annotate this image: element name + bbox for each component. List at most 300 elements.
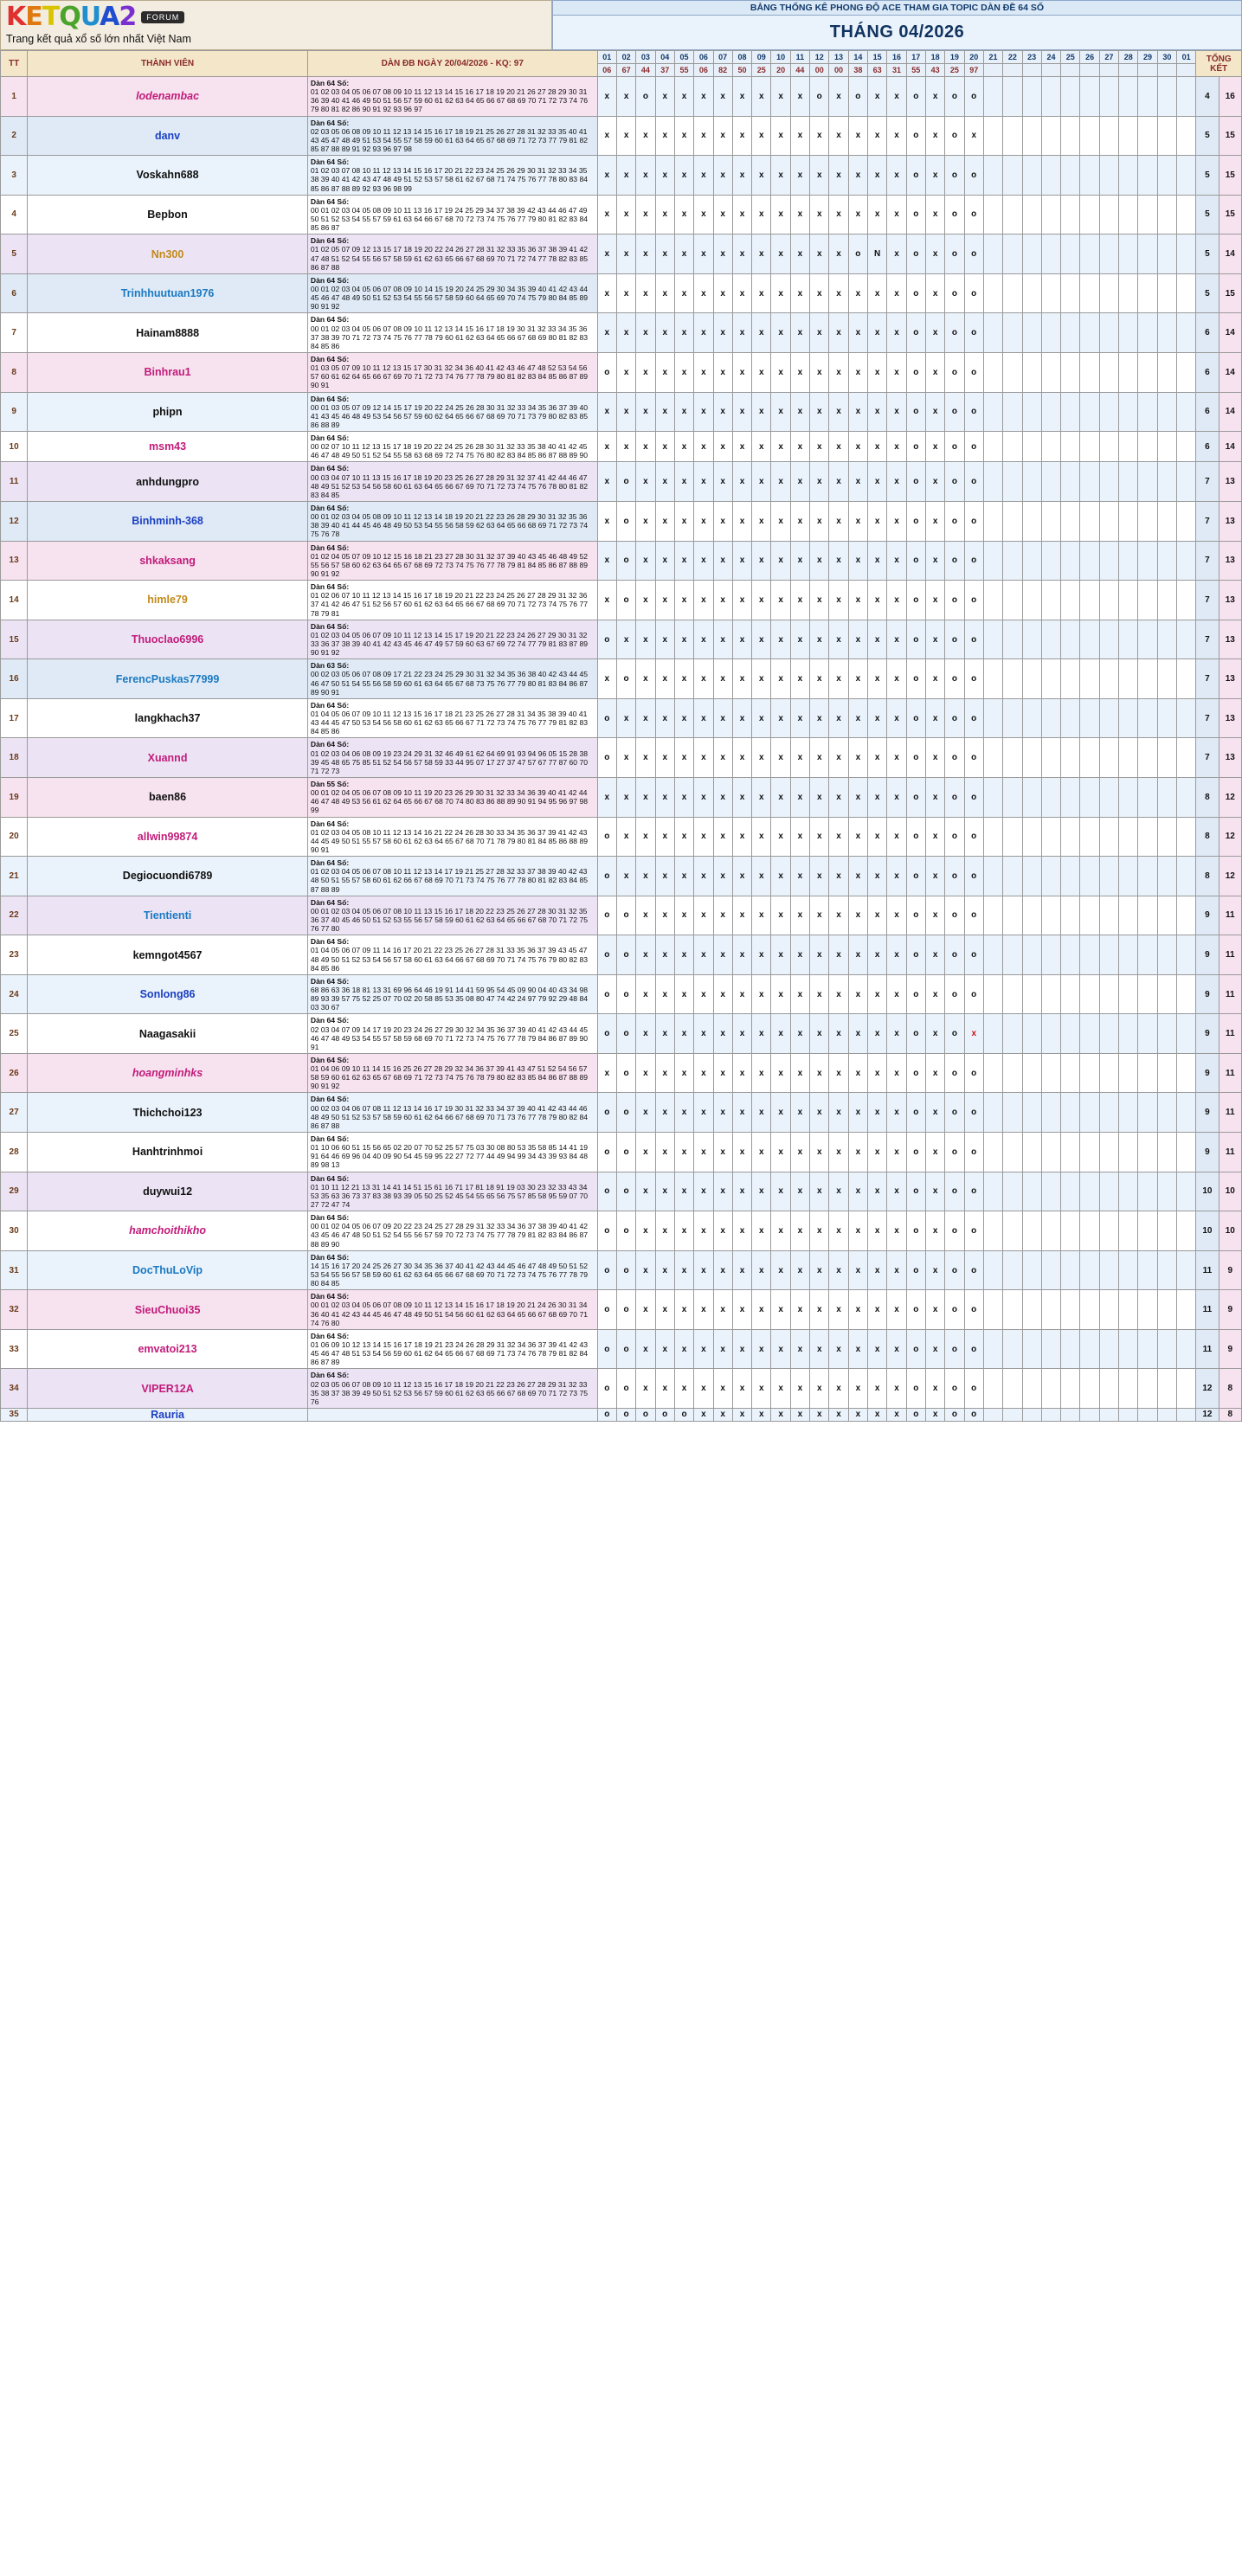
result-cell [1080,698,1099,738]
result-cell: x [713,1211,732,1251]
member-name[interactable]: hamchoithikho [28,1211,308,1251]
result-cell: x [829,896,848,935]
result-cell: x [752,620,771,659]
result-cell [1099,1133,1118,1172]
member-name[interactable]: Trinhhuutuan1976 [28,273,308,313]
member-name[interactable]: FerencPuskas77999 [28,659,308,699]
result-cell: o [906,738,925,778]
table-row [1,935,1242,975]
total-hit: 11 [1219,1093,1241,1133]
table-row [1,541,1242,581]
result-cell [1022,738,1041,778]
result-cell: x [752,462,771,502]
result-cell: x [694,1172,713,1211]
result-cell [1099,1408,1118,1421]
result-cell: x [694,273,713,313]
result-cell [1041,234,1060,274]
result-cell: x [732,1053,751,1093]
result-cell [1061,234,1080,274]
result-cell: x [868,935,887,975]
member-name[interactable]: msm43 [28,432,308,462]
result-cell: x [829,77,848,117]
result-cell: x [810,502,829,542]
result-cell: o [597,1211,616,1251]
result-cell: x [636,1053,655,1093]
result-cell: o [945,116,964,156]
member-name[interactable]: Nn300 [28,234,308,274]
member-name[interactable]: Voskahn688 [28,156,308,196]
result-cell: o [964,273,983,313]
member-name[interactable]: shkaksang [28,541,308,581]
result-cell: x [674,1369,693,1409]
result-cell [983,432,1002,462]
result-cell [1022,974,1041,1014]
result-cell [1080,620,1099,659]
result-cell [1041,116,1060,156]
result-cell [1138,698,1157,738]
result-cell: x [655,1290,674,1330]
result-cell [1041,857,1060,896]
col-result-22 [1003,64,1022,77]
dan-label: Dàn 64 Số: [310,1331,350,1340]
col-result-13: 00 [829,64,848,77]
col-result-1: 06 [597,64,616,77]
result-cell: x [752,1093,771,1133]
result-cell [1080,502,1099,542]
row-index: 6 [1,273,28,313]
result-cell: x [790,77,809,117]
table-row [1,352,1242,392]
member-name[interactable]: anhdungpro [28,462,308,502]
result-cell: x [694,1408,713,1421]
result-cell [1177,698,1196,738]
member-name[interactable]: phipn [28,392,308,432]
table-row [1,1053,1242,1093]
result-cell [1022,581,1041,620]
result-cell: x [655,462,674,502]
result-cell [1041,620,1060,659]
member-name[interactable]: himle79 [28,581,308,620]
result-cell: o [906,156,925,196]
member-name[interactable]: Thichchoi123 [28,1093,308,1133]
result-cell: x [925,698,944,738]
result-cell: x [713,1172,732,1211]
result-cell [1061,352,1080,392]
result-cell: x [810,817,829,857]
result-cell: x [694,1369,713,1409]
result-cell [1041,1211,1060,1251]
result-cell [1041,195,1060,234]
result-cell: x [694,817,713,857]
table-row [1,974,1242,1014]
result-cell: x [829,581,848,620]
row-index: 8 [1,352,28,392]
result-cell [1099,698,1118,738]
result-cell: x [636,1172,655,1211]
row-index: 17 [1,698,28,738]
result-cell: o [597,1408,616,1421]
member-name[interactable]: duywui12 [28,1172,308,1211]
result-cell: x [790,195,809,234]
dan-list: 01 02 03 04 05 06 07 08 10 11 12 13 14 17 19 21 25 27 28 32 33 37 38 39 40 42 43 48 50 51 55 57 58 60 61 62 66 67 68 69 70 71 73 74 75 76 77 78 80 81 82 83 84 85 87 88 89 [310,867,589,894]
result-cell: o [945,1172,964,1211]
col-dan: DÀN ĐB NGÀY 20/04/2026 - KQ: 97 [307,51,597,77]
dan-label: Dàn 64 Số: [310,275,350,285]
member-name[interactable]: Degiocuondi6789 [28,857,308,896]
result-cell: x [694,1290,713,1330]
result-cell: x [848,462,867,502]
result-cell: x [636,462,655,502]
result-cell: x [655,234,674,274]
result-cell: x [848,620,867,659]
result-cell: o [964,1369,983,1409]
result-cell: o [964,817,983,857]
dan-numbers [307,1408,597,1421]
result-cell [1138,541,1157,581]
member-name[interactable]: Thuoclao6996 [28,620,308,659]
dan-list: 01 10 11 12 21 13 31 14 41 14 51 15 61 16 71 17 81 18 91 19 03 30 23 32 33 43 34 53 35 63 36 73 37 83 38 93 39 05 50 25 52 45 54 55 65 56 75 57 85 58 95 59 07 70 27 72 47 74 [310,1182,589,1210]
member-name[interactable]: Tientienti [28,896,308,935]
result-cell: x [925,392,944,432]
result-cell: x [674,777,693,817]
result-cell: o [945,1133,964,1172]
result-cell [1099,462,1118,502]
result-cell: o [597,1093,616,1133]
result-cell [1080,116,1099,156]
result-cell [1157,857,1176,896]
result-cell [1061,1133,1080,1172]
result-cell: x [732,1290,751,1330]
result-cell: x [771,234,790,274]
result-cell [1022,352,1041,392]
dan-label: Dàn 63 Số: [310,661,350,671]
member-name[interactable]: DocThuLoVip [28,1250,308,1290]
result-cell [1157,1369,1176,1409]
result-cell [1041,1329,1060,1369]
result-cell: x [810,1133,829,1172]
dan-list: 01 03 05 07 09 10 11 12 13 15 17 30 31 32 34 36 40 41 42 43 46 47 48 52 53 54 56 57 60 61 62 64 65 66 67 69 70 71 72 73 74 76 77 78 79 80 81 82 83 84 85 86 87 89 90 91 [310,363,589,390]
member-name[interactable]: emvatoi213 [28,1329,308,1369]
dan-numbers [307,738,597,778]
result-cell: x [771,777,790,817]
result-cell: x [636,195,655,234]
result-cell [1099,234,1118,274]
result-cell: x [848,502,867,542]
result-cell [1138,1290,1157,1330]
result-cell [1157,234,1176,274]
banner-subtitle: BẢNG THỐNG KÊ PHONG ĐỘ ACE THAM GIA TOPIC DÀN ĐỀ 64 SỐ [553,1,1241,16]
result-cell [1119,195,1138,234]
result-cell: x [655,738,674,778]
result-cell: o [906,1211,925,1251]
result-cell: o [945,698,964,738]
site-logo[interactable]: KETQUA2 [6,2,137,32]
result-cell [1080,738,1099,778]
result-cell: x [597,502,616,542]
result-cell: o [597,896,616,935]
result-cell [1022,1408,1041,1421]
result-cell: o [906,1290,925,1330]
result-cell: x [694,502,713,542]
total-miss: 7 [1196,738,1219,778]
member-name[interactable]: Binhminh-368 [28,502,308,542]
result-cell: o [945,1250,964,1290]
result-cell: x [674,738,693,778]
result-cell: o [597,1369,616,1409]
total-miss: 6 [1196,392,1219,432]
result-cell: o [964,77,983,117]
result-cell: x [752,581,771,620]
result-cell [1138,974,1157,1014]
member-name[interactable]: Rauria [28,1408,308,1421]
dan-list: 01 04 05 06 07 09 11 14 16 17 20 21 22 23 25 26 27 28 31 33 35 36 37 39 43 45 47 48 49 50 51 52 53 54 56 57 58 60 61 63 64 66 67 68 69 70 71 74 75 76 79 80 82 83 84 85 86 [310,946,589,973]
result-cell: x [674,659,693,699]
result-cell [1041,777,1060,817]
result-cell: x [790,698,809,738]
result-cell [1157,1133,1176,1172]
col-result-11: 44 [790,64,809,77]
result-cell: x [636,698,655,738]
result-cell: x [674,1172,693,1211]
result-cell: x [964,116,983,156]
result-cell: o [616,1250,635,1290]
total-miss: 9 [1196,1133,1219,1172]
result-cell: o [597,1133,616,1172]
result-cell: x [829,1133,848,1172]
col-result-14: 38 [848,64,867,77]
result-cell: x [694,698,713,738]
result-cell: x [674,273,693,313]
col-result-18: 43 [925,64,944,77]
result-cell: o [945,392,964,432]
col-day-20: 20 [964,51,983,64]
result-cell [1022,195,1041,234]
member-name[interactable]: hoangminhks [28,1053,308,1093]
result-cell [1003,273,1022,313]
result-cell [1003,659,1022,699]
result-cell [1119,620,1138,659]
result-cell: x [829,1250,848,1290]
result-cell [1138,777,1157,817]
total-hit: 11 [1219,1053,1241,1093]
row-index: 1 [1,77,28,117]
result-cell [1080,1329,1099,1369]
member-name[interactable]: VIPER12A [28,1369,308,1409]
result-cell: x [655,195,674,234]
result-cell: x [713,1093,732,1133]
total-hit: 13 [1219,541,1241,581]
result-cell: x [694,234,713,274]
result-cell [1003,234,1022,274]
member-name[interactable]: Binhrau1 [28,352,308,392]
result-cell: x [868,352,887,392]
table-row [1,1250,1242,1290]
member-name[interactable]: langkhach37 [28,698,308,738]
result-cell [1061,738,1080,778]
dan-numbers [307,502,597,542]
member-name[interactable]: Hanhtrinhmoi [28,1133,308,1172]
result-cell: x [636,1093,655,1133]
col-day-30: 30 [1157,51,1176,64]
result-cell: o [906,1369,925,1409]
result-cell [1119,1133,1138,1172]
result-cell: x [810,935,829,975]
row-index: 10 [1,432,28,462]
result-cell [1022,156,1041,196]
member-name[interactable]: kemngot4567 [28,935,308,975]
dan-list: 01 02 03 04 05 06 07 09 10 11 12 13 14 15 17 19 20 21 22 23 24 26 27 29 30 31 32 33 36 37 38 39 40 41 42 43 45 46 47 49 57 59 60 63 67 69 72 74 77 79 81 83 87 89 90 91 92 [310,630,589,658]
result-cell: x [868,974,887,1014]
result-cell: x [810,1329,829,1369]
dan-list: 01 10 06 60 51 15 56 65 02 20 07 70 52 25 57 75 03 30 08 80 53 35 58 85 14 41 19 91 64 46 69 96 04 40 09 90 54 45 59 95 22 27 72 77 44 49 94 99 34 43 39 93 84 48 89 98 13 [310,1143,589,1170]
dan-label: Dàn 64 Số: [310,1213,350,1223]
member-name[interactable]: Xuannd [28,738,308,778]
total-hit: 11 [1219,974,1241,1014]
result-cell: x [848,974,867,1014]
table-row [1,777,1242,817]
dan-numbers [307,541,597,581]
result-cell: x [771,1329,790,1369]
result-cell [1080,234,1099,274]
result-cell [1157,77,1176,117]
result-cell: o [906,1172,925,1211]
result-cell: x [848,738,867,778]
member-name[interactable]: Naagasakii [28,1014,308,1054]
result-cell [1157,432,1176,462]
dan-label: Dàn 64 Số: [310,621,350,631]
dan-list: 01 02 05 07 09 12 13 15 17 18 19 20 22 24 26 27 28 31 32 33 35 36 37 38 39 41 42 47 48 51 52 54 55 56 57 58 59 61 62 63 65 66 67 68 69 70 71 72 74 77 78 82 83 85 86 87 88 [310,245,589,272]
member-name[interactable]: Sonlong86 [28,974,308,1014]
result-cell: x [887,234,906,274]
result-cell: x [752,352,771,392]
col-day-31: 01 [1177,51,1196,64]
result-cell: x [752,935,771,975]
result-cell: x [868,738,887,778]
result-cell: o [616,1093,635,1133]
result-cell: x [713,313,732,353]
result-cell [1061,777,1080,817]
result-cell: x [694,156,713,196]
result-cell [1099,620,1118,659]
result-cell: o [906,1408,925,1421]
member-name[interactable]: SieuChuoi35 [28,1290,308,1330]
col-day-10: 10 [771,51,790,64]
result-cell [983,1250,1002,1290]
total-miss: 11 [1196,1329,1219,1369]
result-cell: x [925,1290,944,1330]
dan-numbers [307,1014,597,1054]
result-cell [1041,1290,1060,1330]
result-cell [1157,195,1176,234]
result-cell: x [674,1329,693,1369]
dan-numbers [307,581,597,620]
dan-list: 14 15 16 17 20 24 25 26 27 30 34 35 36 37 40 41 42 43 44 45 46 47 48 49 50 51 52 53 54 55 56 57 58 59 60 61 62 63 64 65 66 67 68 69 70 71 72 73 74 75 76 77 78 79 80 84 85 [310,1261,589,1288]
result-cell [1138,313,1157,353]
result-cell [1003,1408,1022,1421]
table-row [1,1329,1242,1369]
result-cell [1157,777,1176,817]
dan-numbers [307,1329,597,1369]
member-name[interactable]: Bepbon [28,195,308,234]
total-hit: 13 [1219,698,1241,738]
result-cell: x [752,659,771,699]
col-day-21: 21 [983,51,1002,64]
total-miss: 6 [1196,352,1219,392]
result-cell: x [732,857,751,896]
result-cell [1177,1290,1196,1330]
result-cell: o [964,541,983,581]
result-cell: x [868,116,887,156]
result-cell: o [945,1053,964,1093]
dan-numbers [307,1250,597,1290]
member-name[interactable]: lodenambac [28,77,308,117]
result-cell: x [925,817,944,857]
col-result-28 [1119,64,1138,77]
col-day-28: 28 [1119,51,1138,64]
result-cell: x [752,1172,771,1211]
result-cell: x [810,462,829,502]
result-cell: x [771,462,790,502]
result-cell [1022,1172,1041,1211]
result-cell [983,116,1002,156]
result-cell: x [868,1250,887,1290]
result-cell [1041,392,1060,432]
table-head [1,51,1242,77]
result-cell: x [790,116,809,156]
result-cell: x [925,896,944,935]
result-cell: x [790,896,809,935]
result-cell [1138,273,1157,313]
result-cell: o [945,581,964,620]
dan-numbers [307,974,597,1014]
member-name[interactable]: baen86 [28,777,308,817]
result-cell: x [597,659,616,699]
result-cell: x [925,1369,944,1409]
result-cell [1177,659,1196,699]
dan-list: 00 01 02 03 04 05 08 09 10 11 13 16 17 19 24 25 29 34 37 38 39 42 43 44 46 47 49 50 51 52 53 54 55 57 59 61 63 64 66 67 68 70 72 73 74 75 76 77 79 80 81 82 83 84 85 86 87 [310,205,589,233]
result-cell: x [674,432,693,462]
result-cell [1080,432,1099,462]
result-cell: x [597,116,616,156]
result-cell [1157,935,1176,975]
col-day-17: 17 [906,51,925,64]
result-cell: x [694,1053,713,1093]
result-cell [983,857,1002,896]
result-cell: o [945,77,964,117]
result-cell: x [810,1093,829,1133]
result-cell [1041,77,1060,117]
col-result-26 [1080,64,1099,77]
result-cell: o [964,738,983,778]
dan-label: Dàn 55 Số: [310,779,350,788]
member-name[interactable]: allwin99874 [28,817,308,857]
result-cell: o [597,698,616,738]
result-cell [1177,352,1196,392]
result-cell: o [945,738,964,778]
result-cell [1022,698,1041,738]
member-name[interactable]: Hainam8888 [28,313,308,353]
result-cell: x [752,857,771,896]
result-cell [1119,1369,1138,1409]
dan-label: Dàn 64 Số: [310,1252,350,1262]
result-cell: o [616,1014,635,1054]
logo-row [6,4,546,30]
result-cell [1061,392,1080,432]
result-cell: x [810,620,829,659]
total-hit: 10 [1219,1172,1241,1211]
member-name[interactable]: danv [28,116,308,156]
result-cell [1061,698,1080,738]
